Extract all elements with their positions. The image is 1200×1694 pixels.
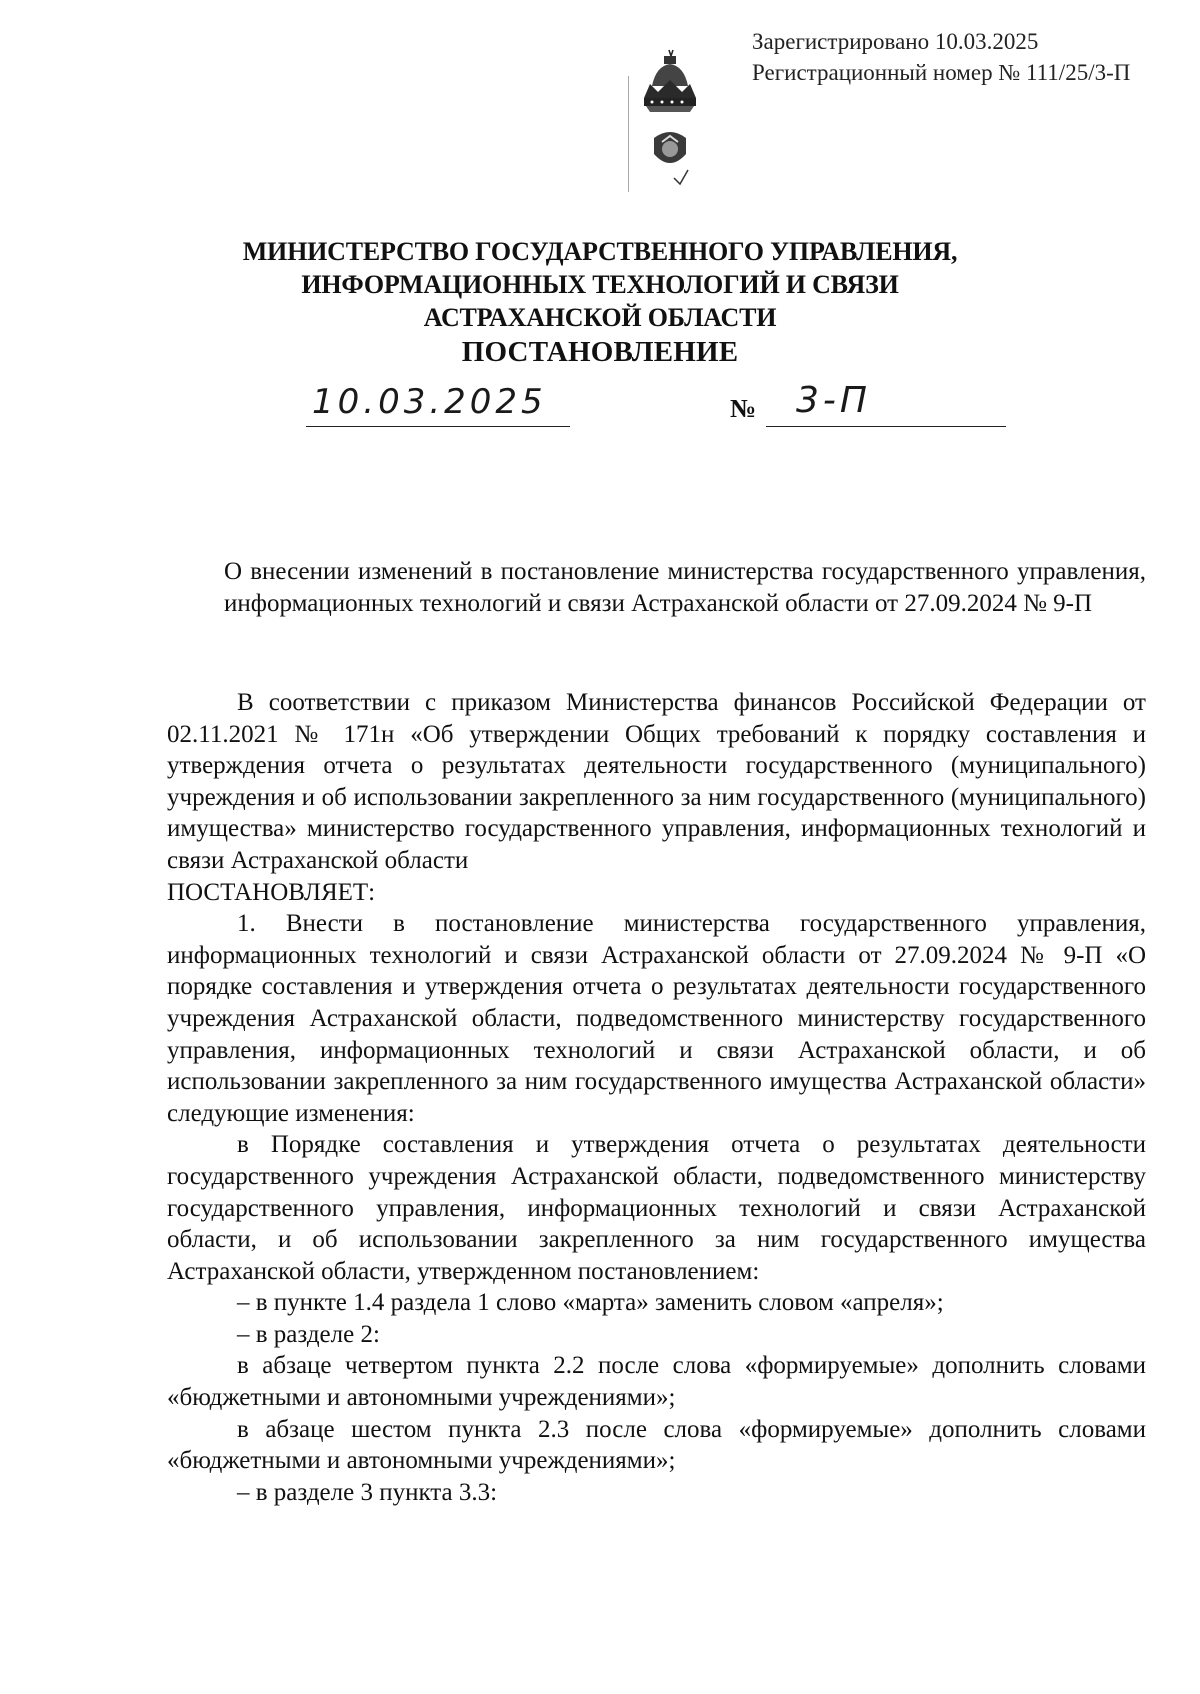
body-paragraph: в абзаце четвертом пункта 2.2 после слова «формируемые» дополнить словами «бюджетными и автономными учреждениями»; <box>167 1352 1146 1412</box>
handwritten-number: 3-П <box>796 380 871 421</box>
ministry-name-line1: МИНИСТЕРСТВО ГОСУДАРСТВЕННОГО УПРАВЛЕНИЯ, <box>242 237 958 266</box>
registration-number: Регистрационный номер № 111/25/3-П <box>752 60 1131 85</box>
document-subject: О внесении изменений в постановление министерства государственного управления, информационных технологий и связи Астраханской области от 27.09.2024 № 9-П <box>224 558 1146 617</box>
coat-of-arms-icon <box>628 46 714 192</box>
document-type: ПОСТАНОВЛЕНИЕ <box>461 336 739 368</box>
document-header <box>0 235 1200 369</box>
date-field <box>306 384 570 427</box>
registration-date: Зарегистрировано 10.03.2025 <box>752 29 1039 54</box>
body-paragraph: 1. Внести в постановление министерства государственного управления, информационных технологий и связи Астраханской области от 27.09.2024 № 9-П «О порядке составления и утверждения отчета о результатах деятельности государственного учреждения Астраханской области, подведомственного министерству государственного управления, информационных технологий и связи Астраханской области, и об использовании закрепленного за ним государственного имущества Астраханской области» следующие изменения: <box>167 910 1146 1127</box>
number-field <box>766 380 1006 427</box>
ministry-name-line2: ИНФОРМАЦИОННЫХ ТЕХНОЛОГИЙ И СВЯЗИ <box>301 270 899 299</box>
body-paragraph: в абзаце шестом пункта 2.3 после слова «формируемые» дополнить словами «бюджетными и автономными учреждениями»; <box>167 1415 1146 1475</box>
ministry-name-line3: АСТРАХАНСКОЙ ОБЛАСТИ <box>423 303 777 332</box>
number-label: № <box>730 394 757 423</box>
resolves-heading: ПОСТАНОВЛЯЕТ: <box>167 878 376 906</box>
body-paragraph: – в разделе 2: <box>237 1320 380 1348</box>
body-paragraph: – в разделе 3 пункта 3.3: <box>237 1478 498 1506</box>
handwritten-date: 10.03.2025 <box>312 382 547 422</box>
body-paragraph: в Порядке составления и утверждения отчета о результатах деятельности государственного учреждения Астраханской области, подведомственного министерству государственного управления, информационных технологий и связи Астраханской области, и об использовании закрепленного за ним государственного имущества Астраханской области, утвержденном постановлением: <box>167 1131 1146 1285</box>
registration-stamp <box>752 26 1130 88</box>
body-paragraph: – в пункте 1.4 раздела 1 слово «марта» заменить словом «апреля»; <box>237 1289 944 1317</box>
document-body <box>167 687 1146 1508</box>
preamble-paragraph: В соответствии с приказом Министерства финансов Российской Федерации от 02.11.2021 № 171н «Об утверждении Общих требований к порядку составления и утверждения отчета о результатах деятельности государственного (муниципального) учреждения и об использовании закрепленного за ним государственного (муниципального) имущества» министерство государственного управления, информационных технологий и связи Астраханской области <box>167 689 1146 874</box>
